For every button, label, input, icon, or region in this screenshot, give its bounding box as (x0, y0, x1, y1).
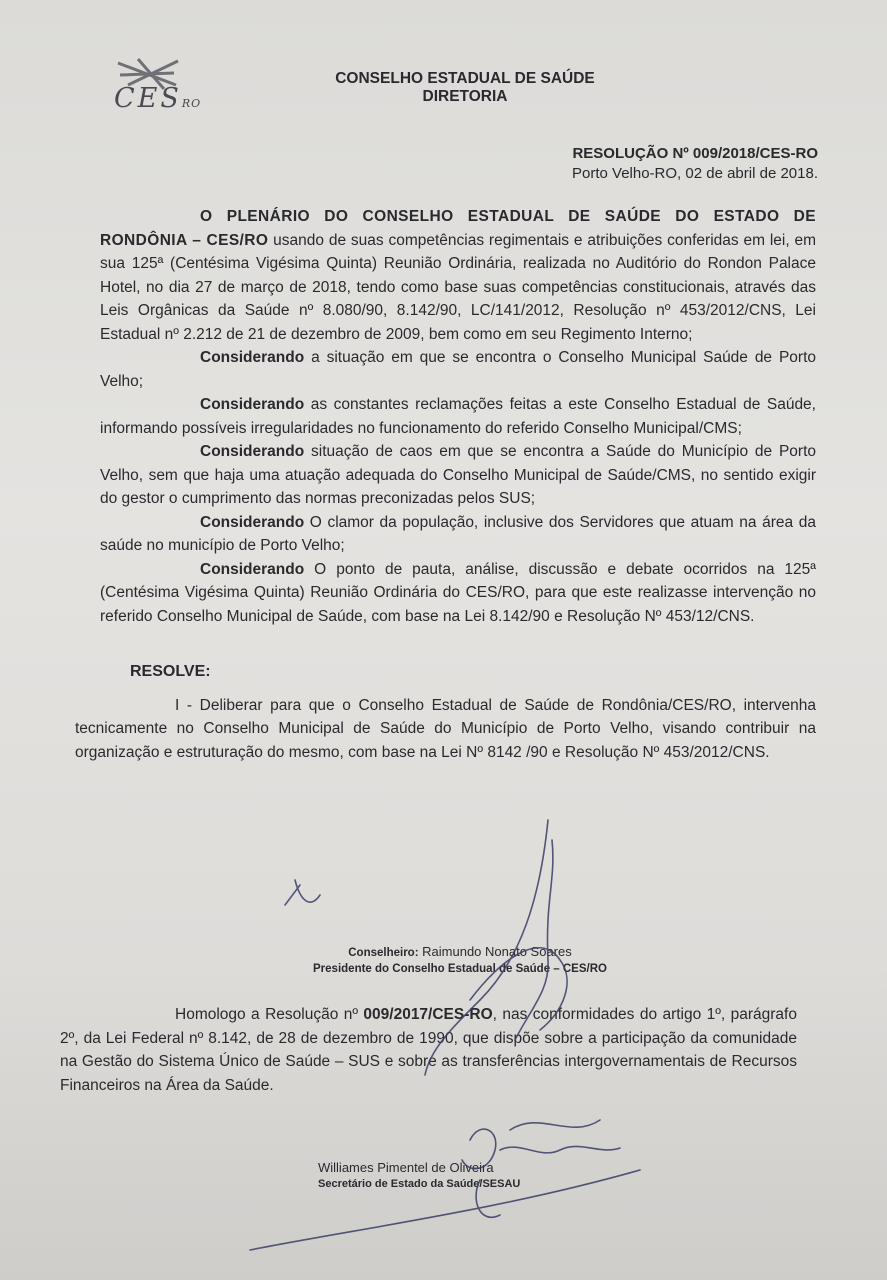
secretary-name: Williames Pimentel de Oliveira (318, 1160, 494, 1175)
considerando-text: O ponto de pauta, análise, discussão e debate ocorridos na 125ª (Centésima Vigésima Quinta) Reunião Ordinária do CES/RO, para que este realizasse intervenção no referido Conselho Municipal de Saúde, com base na Lei 8.142/90 e Resolução Nº 453/12/CNS. (100, 560, 816, 625)
secretary-role: Secretário de Estado da Saúde/SESAU (318, 1178, 521, 1190)
president-signature-stroke (470, 948, 567, 1030)
signatory-role: Presidente do Conselho Estadual de Saúde – CES/RO (313, 963, 607, 975)
homologation-text-1: Homologo a Resolução nº (175, 1006, 364, 1023)
considerando-keyword: Considerando (200, 560, 305, 578)
considerando-keyword: Considerando (200, 396, 305, 413)
president-signature-stroke (425, 820, 548, 1075)
secretary-signature-stroke (462, 1129, 496, 1169)
considerando-keyword: Considerando (200, 443, 305, 460)
resolve-item-1: I - Deliberar para que o Conselho Estadual de Saúde de Rondônia/CES/RO, intervenha tecnicamente no Conselho Municipal de Saúde do Município de Porto Velho, visando contribuir na organização e estruturação do mesmo, com base na Lei Nº 8142 /90 e Resolução Nº 453/2012/CNS. (75, 696, 816, 761)
logo-text: CES (114, 83, 182, 114)
considerando-keyword: Considerando (200, 513, 305, 531)
homologated-resolution: 009/2017/CES-RO (363, 1006, 493, 1023)
resolution-number: RESOLUÇÃO Nº 009/2018/CES-RO (572, 145, 818, 162)
resolution-date: Porto Velho-RO, 02 de abril de 2018. (572, 165, 818, 182)
header-department: DIRETORIA (422, 88, 508, 105)
considerando-text: O clamor da população, inclusive dos Servidores que atuam na área da saúde no município de Porto Velho; (100, 513, 816, 554)
signatory-name: Raimundo Nonato Soares (422, 944, 572, 959)
logo-suffix: RO (181, 97, 202, 110)
signature-prefix: Conselheiro: (348, 947, 419, 959)
resolve-heading: RESOLVE: (130, 663, 211, 680)
considerando-keyword: Considerando (200, 349, 305, 366)
considerando-text: a situação em que se encontra o Conselho Municipal Saúde de Porto Velho; (100, 349, 816, 390)
preamble-text: usando de suas competências regimentais e atribuições conferidas em lei, em sua 125ª (Centésima Vigésima Quinta) Reunião Ordinária, realizada no Auditório do Rondon Palace Hotel, no dia 27 de março de 2018, tendo como base suas competências constitucionais, através das Leis Orgânicas da Saúde nº 8.080/90, 8.142/90, LC/141/2012, Resolução nº 453/2012/CNS, Lei Estadual nº 2.212 de 21 de dezembro de 2009, bem como em seu Regimento Interno; (100, 231, 816, 343)
homologation-text-2: , nas conformidades do artigo 1º, parágrafo 2º, da Lei Federal nº 8.142, de 28 de dezembro de 1990, que dispõe sobre a participação da comunidade na Gestão do Sistema Único de Saúde – SUS e sobre as transferências intergovernamentais de Recursos Financeiros na Área da Saúde. (60, 1006, 797, 1094)
secretary-signature-stroke (476, 1180, 500, 1217)
header-council-name: CONSELHO ESTADUAL DE SAÚDE (335, 70, 595, 87)
secretary-signature-stroke (500, 1146, 620, 1152)
considerando-text: as constantes reclamações feitas a este Conselho Estadual de Saúde, informando possíveis irregularidades no funcionamento do referido Conselho Municipal/CMS; (100, 396, 816, 437)
considerando-text: situação de caos em que se encontra a Saúde do Município de Porto Velho, sem que haja uma atuação adequada do Conselho Municipal de Saúde/CMS, no sentido exigir do gestor o cumprimento das normas preconizadas pelos SUS; (100, 443, 816, 507)
secretary-signature-stroke (250, 1170, 640, 1250)
secretary-signature-stroke (510, 1120, 600, 1130)
president-signature-stroke (285, 880, 320, 905)
preamble-lead: O PLENÁRIO DO CONSELHO ESTADUAL DE SAÚDE DO ESTADO DE RONDÔNIA – CES/RO (100, 208, 816, 249)
